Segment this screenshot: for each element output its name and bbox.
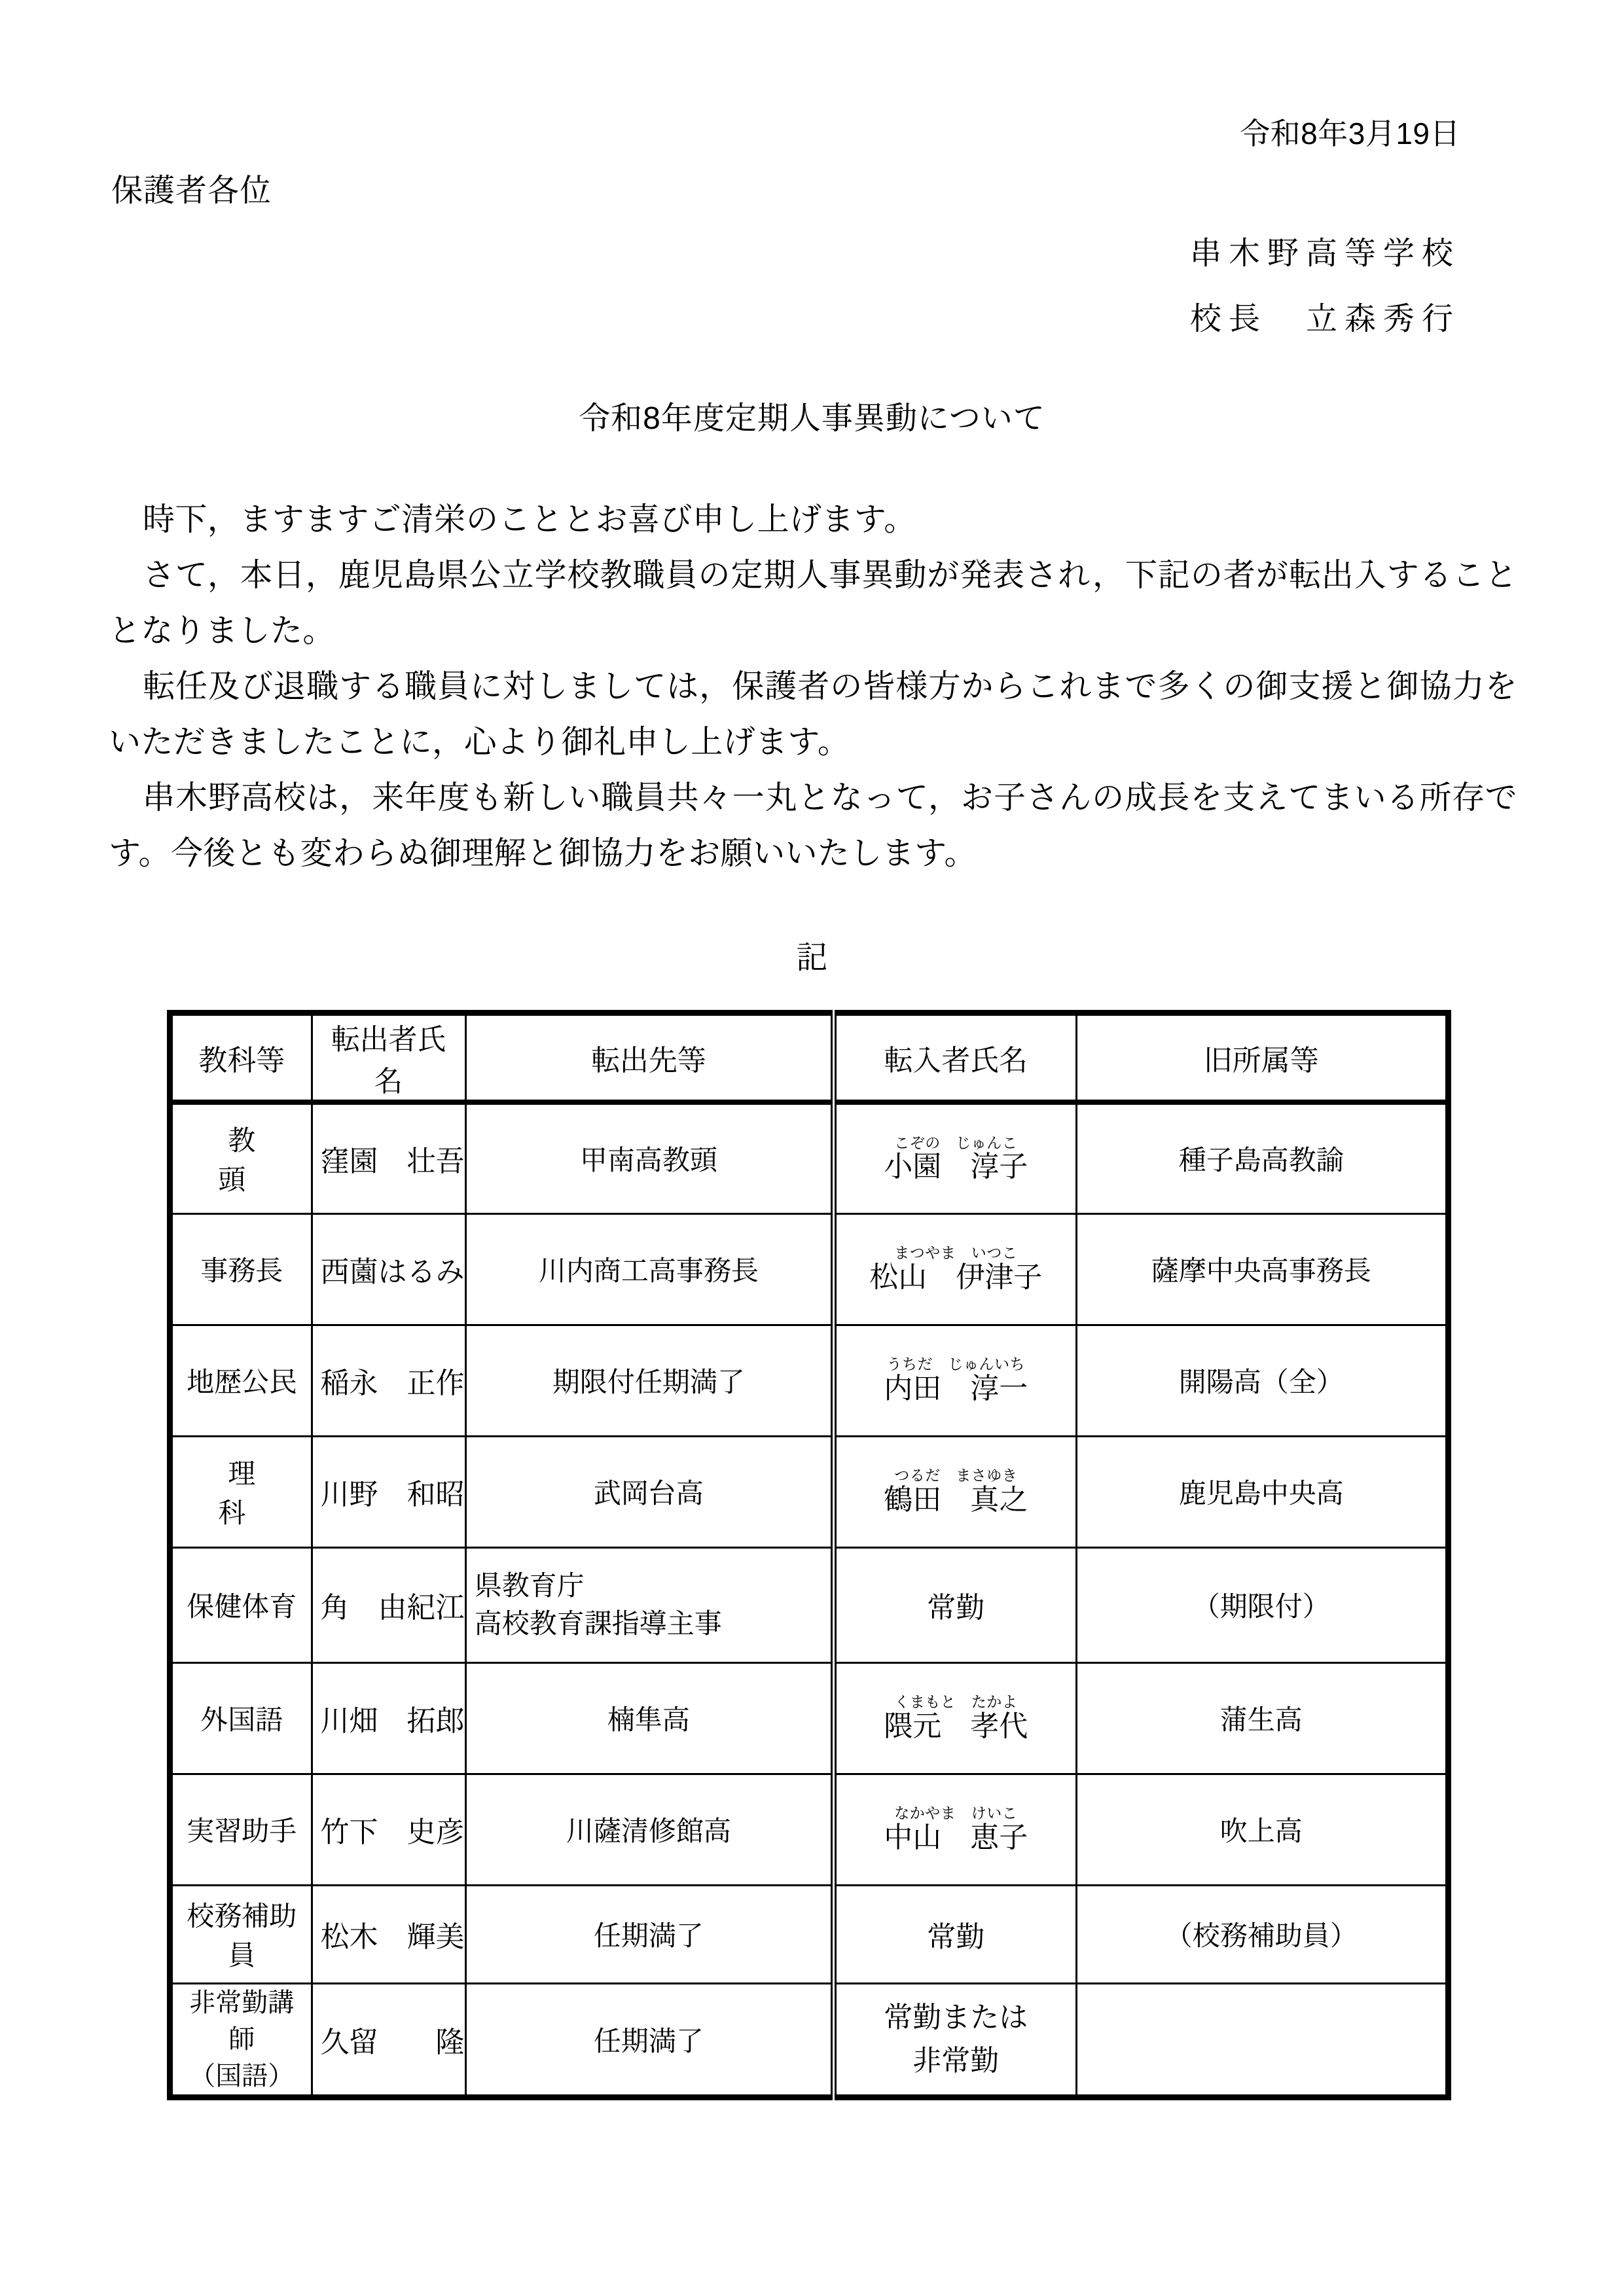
cell-subject (170, 1662, 312, 1774)
outgoing-name: 松木 輝美 (320, 1921, 465, 1953)
incoming-name-ruby (884, 1694, 1028, 1741)
cell-incoming-name (833, 1774, 1076, 1885)
former-affiliation: 開陽高（全） (1178, 1367, 1344, 1397)
incoming-name-ruby (884, 1805, 1028, 1852)
subject-label: 事務長 (200, 1255, 283, 1286)
incoming-name: 小園 淳子 (884, 1150, 1028, 1183)
outgoing-name: 稲永 正作 (320, 1367, 465, 1399)
destination: 任期満了 (593, 1920, 704, 1951)
subject-label: 地歴公民 (187, 1367, 297, 1397)
destination: 甲南高教頭 (579, 1145, 717, 1176)
paragraph-4: 串木野高校は，来年度も新しい職員共々一丸となって，お子さんの成長を支えてまいる所存です。今後とも変わらぬ御理解と御協力をお願いいたします。 (109, 780, 1517, 871)
destination-line-2: 高校教育課指導主事 (474, 1608, 722, 1639)
former-affiliation: （校務補助員） (1164, 1920, 1358, 1951)
table-row (170, 1662, 1449, 1774)
cell-destination (465, 1662, 833, 1774)
furigana: こぞの じゅんこ (894, 1134, 1018, 1151)
addressee: 保護者各位 (111, 173, 272, 208)
subject-label: 外国語 (200, 1704, 283, 1735)
subject-label-line-1: 非常勤講師 (189, 1988, 295, 2054)
cell-outgoing-name (312, 1547, 465, 1662)
incoming-name: 常勤 (927, 1921, 985, 1953)
column-header-incoming-name: 転入者氏名 (833, 1013, 1076, 1103)
cell-outgoing-name (312, 1213, 465, 1325)
subject-label: 保健体育 (187, 1591, 297, 1622)
document-title: 令和8年度定期人事異動について (579, 401, 1045, 436)
table-row (170, 1774, 1449, 1885)
table-row (170, 1885, 1449, 1983)
cell-former-affiliation (1076, 1983, 1448, 2097)
destination: 期限付任期満了 (552, 1367, 745, 1397)
paragraph-2: さて，本日，鹿児島県公立学校教職員の定期人事異動が発表され，下記の者が転出入することとなりました。 (109, 558, 1517, 649)
cell-outgoing-name (312, 1436, 465, 1547)
column-header-destination: 転出先等 (465, 1013, 833, 1103)
cell-incoming-name (833, 1213, 1076, 1325)
cell-incoming-name (833, 1983, 1076, 2097)
table-row (170, 1213, 1449, 1325)
furigana: うちだ じゅんいち (886, 1355, 1025, 1373)
destination: 川薩清修館高 (566, 1816, 731, 1846)
paragraph-3: 転任及び退職する職員に対しましては，保護者の皆様方からこれまで多くの御支援と御協力をいただきましたことに，心より御礼申し上げます。 (109, 669, 1517, 760)
column-header-outgoing-name: 転出者氏名 (312, 1013, 465, 1103)
subject-label: 実習助手 (187, 1816, 297, 1846)
incoming-name-ruby (869, 1245, 1042, 1292)
destination: 楠隼高 (607, 1704, 690, 1735)
cell-subject (170, 1983, 312, 2097)
transfer-table-wrapper (167, 1010, 1451, 2100)
incoming-name-line-2: 非常勤 (912, 2044, 1000, 2077)
cell-incoming-name (833, 1325, 1076, 1436)
transfer-table (167, 1010, 1451, 2100)
former-affiliation: 種子島高教諭 (1178, 1145, 1344, 1176)
furigana: くまもと たかよ (894, 1693, 1018, 1711)
table-header-row (170, 1013, 1449, 1103)
table-row (170, 1102, 1449, 1213)
cell-destination (465, 1102, 833, 1213)
cell-former-affiliation (1076, 1662, 1448, 1774)
paragraph-1: 時下，ますますご清栄のこととお喜び申し上げます。 (143, 502, 916, 537)
incoming-name: 松山 伊津子 (869, 1261, 1043, 1293)
subject-label: 理 科 (218, 1458, 323, 1528)
body-text (109, 492, 1517, 882)
furigana: まつやま いつこ (894, 1244, 1018, 1262)
cell-outgoing-name (312, 1102, 465, 1213)
cell-former-affiliation (1076, 1885, 1448, 1983)
cell-outgoing-name (312, 1774, 465, 1885)
cell-former-affiliation (1076, 1325, 1448, 1436)
destination: 武岡台高 (593, 1478, 704, 1509)
cell-subject (170, 1774, 312, 1885)
subject-label: 校務補助員 (187, 1901, 297, 1971)
outgoing-name: 西薗はるみ (320, 1256, 465, 1288)
former-affiliation: 蒲生高 (1219, 1704, 1303, 1735)
cell-outgoing-name (312, 1325, 465, 1436)
cell-incoming-name (833, 1662, 1076, 1774)
cell-former-affiliation (1076, 1213, 1448, 1325)
outgoing-name: 竹下 史彦 (320, 1816, 465, 1848)
cell-former-affiliation (1076, 1774, 1448, 1885)
cell-incoming-name (833, 1102, 1076, 1213)
cell-subject (170, 1436, 323, 1547)
incoming-name-ruby (884, 1135, 1028, 1182)
cell-incoming-name (833, 1885, 1076, 1983)
cell-former-affiliation (1076, 1547, 1448, 1662)
column-header-former-affiliation: 旧所属等 (1076, 1013, 1448, 1103)
incoming-name: 内田 淳一 (884, 1372, 1028, 1405)
cell-former-affiliation (1076, 1102, 1448, 1213)
cell-outgoing-name (312, 1662, 465, 1774)
former-affiliation: 鹿児島中央高 (1178, 1478, 1344, 1509)
cell-destination (465, 1213, 833, 1325)
cell-destination (465, 1774, 833, 1885)
former-affiliation: （期限付） (1192, 1591, 1330, 1622)
incoming-name-ruby (884, 1467, 1028, 1515)
incoming-name-line-1: 常勤または (884, 2001, 1028, 2034)
destination-line-1: 県教育庁 (474, 1570, 585, 1601)
cell-subject (170, 1547, 312, 1662)
principal-name: 校長 立森秀行 (1189, 302, 1460, 336)
incoming-name-ruby (884, 1356, 1028, 1403)
cell-subject (170, 1325, 312, 1436)
former-affiliation: 薩摩中央高事務長 (1151, 1255, 1371, 1286)
table-row (170, 1547, 1449, 1662)
furigana: なかやま けいこ (894, 1804, 1018, 1822)
cell-subject (170, 1885, 312, 1983)
school-name: 串木野高等学校 (1189, 236, 1460, 271)
outgoing-name: 窪園 壮吾 (320, 1145, 465, 1178)
cell-outgoing-name (312, 1983, 465, 2097)
outgoing-name: 久留 隆 (320, 2026, 465, 2058)
cell-outgoing-name (312, 1885, 465, 1983)
cell-destination (465, 1983, 833, 2097)
cell-incoming-name (833, 1547, 1076, 1662)
cell-incoming-name (833, 1436, 1076, 1547)
incoming-name: 常勤 (927, 1592, 985, 1624)
subject-label: 教 頭 (218, 1125, 323, 1196)
column-header-subject: 教科等 (170, 1013, 312, 1103)
cell-destination (465, 1885, 833, 1983)
incoming-name: 鶴田 真之 (884, 1483, 1028, 1516)
outgoing-name: 角 由紀江 (320, 1592, 465, 1624)
table-row (170, 1325, 1449, 1436)
cell-destination (465, 1547, 833, 1662)
furigana: つるだ まさゆき (894, 1467, 1018, 1484)
cell-destination (465, 1436, 833, 1547)
incoming-name: 隈元 孝代 (884, 1710, 1028, 1742)
destination: 川内商工高事務長 (538, 1255, 759, 1286)
cell-subject (170, 1213, 312, 1325)
cell-former-affiliation (1076, 1436, 1448, 1547)
table-row (170, 1983, 1449, 2097)
destination: 任期満了 (593, 2025, 704, 2056)
outgoing-name: 川野 和昭 (320, 1479, 465, 1511)
former-affiliation: 吹上高 (1219, 1816, 1303, 1846)
incoming-name: 中山 恵子 (884, 1821, 1028, 1854)
subject-label-line-2: （国語） (189, 2061, 295, 2090)
cell-destination (465, 1325, 833, 1436)
document-date: 令和8年3月19日 (1240, 117, 1460, 151)
table-row (170, 1436, 1449, 1547)
outgoing-name: 川畑 拓郎 (320, 1705, 465, 1737)
ki-marker: 記 (796, 941, 828, 975)
cell-subject (170, 1102, 323, 1213)
